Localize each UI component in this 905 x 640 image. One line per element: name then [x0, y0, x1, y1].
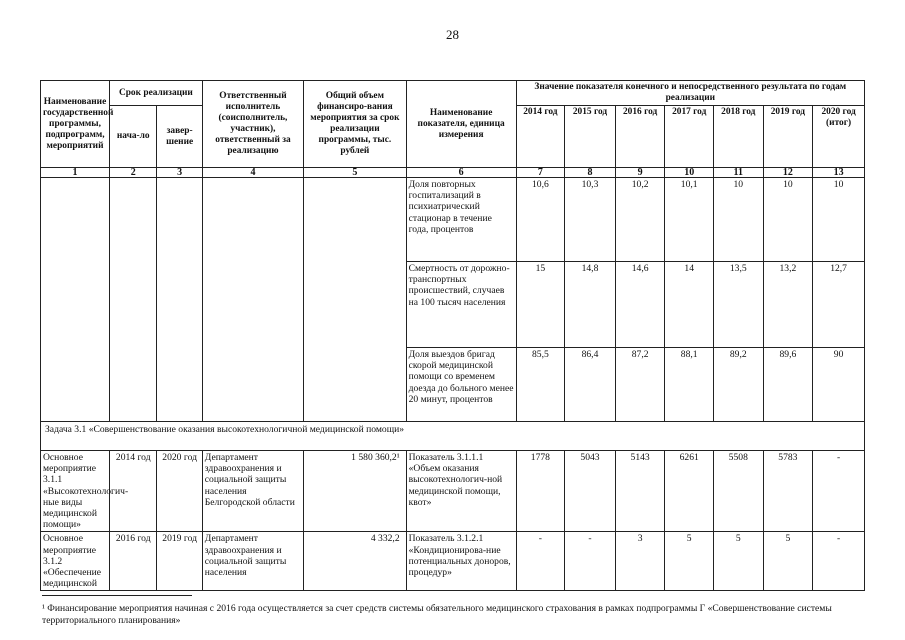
header-indicator: Наименование показателя, единица измерения — [406, 81, 516, 168]
column-number: 8 — [565, 168, 616, 178]
indicator-value: 5143 — [615, 451, 665, 532]
header-funding: Общий объем финансиро-вания мероприятия за срок реализации программы, тыс. рублей — [304, 81, 406, 168]
indicator-value: 3 — [615, 532, 665, 591]
column-number: 5 — [304, 168, 406, 178]
column-number: 11 — [713, 168, 763, 178]
indicator-value: 5 — [713, 532, 763, 591]
measure-indicator: Показатель 3.1.2.1 «Кондиционирова-ние потенциальных доноров, процедур» — [406, 532, 516, 591]
table-row — [41, 178, 865, 262]
measure-name: Основное мероприятие 3.1.2 «Обеспечение медицинской — [41, 532, 110, 591]
indicator-value: 5783 — [763, 451, 813, 532]
indicator-value: 5508 — [713, 451, 763, 532]
header-year: 2017 год — [665, 106, 714, 168]
measure-funding: 1 580 360,2¹ — [304, 451, 406, 532]
indicator-value: 15 — [516, 262, 565, 348]
table-row — [41, 532, 865, 591]
indicator-value: - — [565, 532, 616, 591]
footnote: ¹ Финансирование мероприятия начиная с 2016 года осуществляется за счет средств системы обязательного медицинского страхования в рамках подпрограммы Г «Совершенствование системы территориального планирования» — [42, 603, 832, 626]
header-year: 2016 год — [615, 106, 665, 168]
empty-cell — [110, 178, 157, 422]
header-values-group: Значение показателя конечного и непосредственного результата по годам реализации — [516, 81, 864, 106]
empty-cell — [157, 178, 202, 422]
column-number: 7 — [516, 168, 565, 178]
indicator-value: 10,3 — [565, 178, 616, 262]
indicator-value: 5 — [665, 532, 714, 591]
indicator-value: 13,2 — [763, 262, 813, 348]
column-number: 13 — [813, 168, 865, 178]
column-number: 9 — [615, 168, 665, 178]
indicator-value: 5 — [763, 532, 813, 591]
column-number: 6 — [406, 168, 516, 178]
indicator-value: 86,4 — [565, 348, 616, 422]
column-number: 2 — [110, 168, 157, 178]
empty-cell — [202, 178, 303, 422]
header-executor: Ответственный исполнитель (соисполнитель, участник), ответственный за реализацию — [202, 81, 303, 168]
task-row — [41, 422, 865, 451]
measure-indicator: Показатель 3.1.1.1 «Объем оказания высокотехнологич-ной медицинской помощи, квот» — [406, 451, 516, 532]
header-end: завер-шение — [157, 106, 202, 168]
measure-executor: Департамент здравоохранения и социальной защиты населения Белгородской области — [202, 451, 303, 532]
header-start: нача-ло — [110, 106, 157, 168]
measure-funding: 4 332,2 — [304, 532, 406, 591]
indicator-value: 14,8 — [565, 262, 616, 348]
indicator-name: Смертность от дорожно-транспортных происшествий, случаев на 100 тысяч населения — [406, 262, 516, 348]
indicator-value: 88,1 — [665, 348, 714, 422]
indicator-value: - — [516, 532, 565, 591]
header-year: 2015 год — [565, 106, 616, 168]
indicator-value: 5043 — [565, 451, 616, 532]
measure-executor: Департамент здравоохранения и социальной защиты населения — [202, 532, 303, 591]
indicator-value: 14,6 — [615, 262, 665, 348]
column-number: 4 — [202, 168, 303, 178]
measure-start: 2014 год — [110, 451, 157, 532]
page-number: 28 — [446, 27, 459, 42]
indicator-value: - — [813, 451, 865, 532]
indicator-value: 13,5 — [713, 262, 763, 348]
indicator-value: 10 — [713, 178, 763, 262]
indicator-value: 89,2 — [713, 348, 763, 422]
header-year: 2020 год (итог) — [813, 106, 865, 168]
indicator-value: 1778 — [516, 451, 565, 532]
measure-start: 2016 год — [110, 532, 157, 591]
footnote-separator — [42, 595, 192, 596]
column-number: 10 — [665, 168, 714, 178]
header-year: 2014 год — [516, 106, 565, 168]
column-number: 12 — [763, 168, 813, 178]
column-number: 1 — [41, 168, 110, 178]
indicator-value: 6261 — [665, 451, 714, 532]
header-year: 2019 год — [763, 106, 813, 168]
measure-name: Основное мероприятие 3.1.1 «Высокотехнологич-ные виды медицинской помощи» — [41, 451, 110, 532]
empty-cell — [41, 178, 110, 422]
indicator-value: 12,7 — [813, 262, 865, 348]
indicator-name: Доля повторных госпитализаций в психиатрический стационар в течение года, процентов — [406, 178, 516, 262]
header-name: Наименование государственной программы, подпрограмм, мероприятий — [41, 81, 110, 168]
column-number: 3 — [157, 168, 202, 178]
empty-cell — [304, 178, 406, 422]
indicator-value: 14 — [665, 262, 714, 348]
indicator-value: 87,2 — [615, 348, 665, 422]
indicator-value: 10,1 — [665, 178, 714, 262]
program-table — [40, 80, 865, 591]
indicator-value: 90 — [813, 348, 865, 422]
indicator-value: 10,6 — [516, 178, 565, 262]
header-year: 2018 год — [713, 106, 763, 168]
task-title: Задача 3.1 «Совершенствование оказания высокотехнологичной медицинской помощи» — [41, 422, 865, 451]
indicator-value: - — [813, 532, 865, 591]
indicator-name: Доля выездов бригад скорой медицинской помощи со временем доезда до больного менее 20 минут, процентов — [406, 348, 516, 422]
indicator-value: 10 — [813, 178, 865, 262]
header-period: Срок реализации — [110, 81, 203, 106]
indicator-value: 10,2 — [615, 178, 665, 262]
table-row — [41, 451, 865, 532]
measure-end: 2019 год — [157, 532, 202, 591]
measure-end: 2020 год — [157, 451, 202, 532]
indicator-value: 10 — [763, 178, 813, 262]
indicator-value: 89,6 — [763, 348, 813, 422]
indicator-value: 85,5 — [516, 348, 565, 422]
